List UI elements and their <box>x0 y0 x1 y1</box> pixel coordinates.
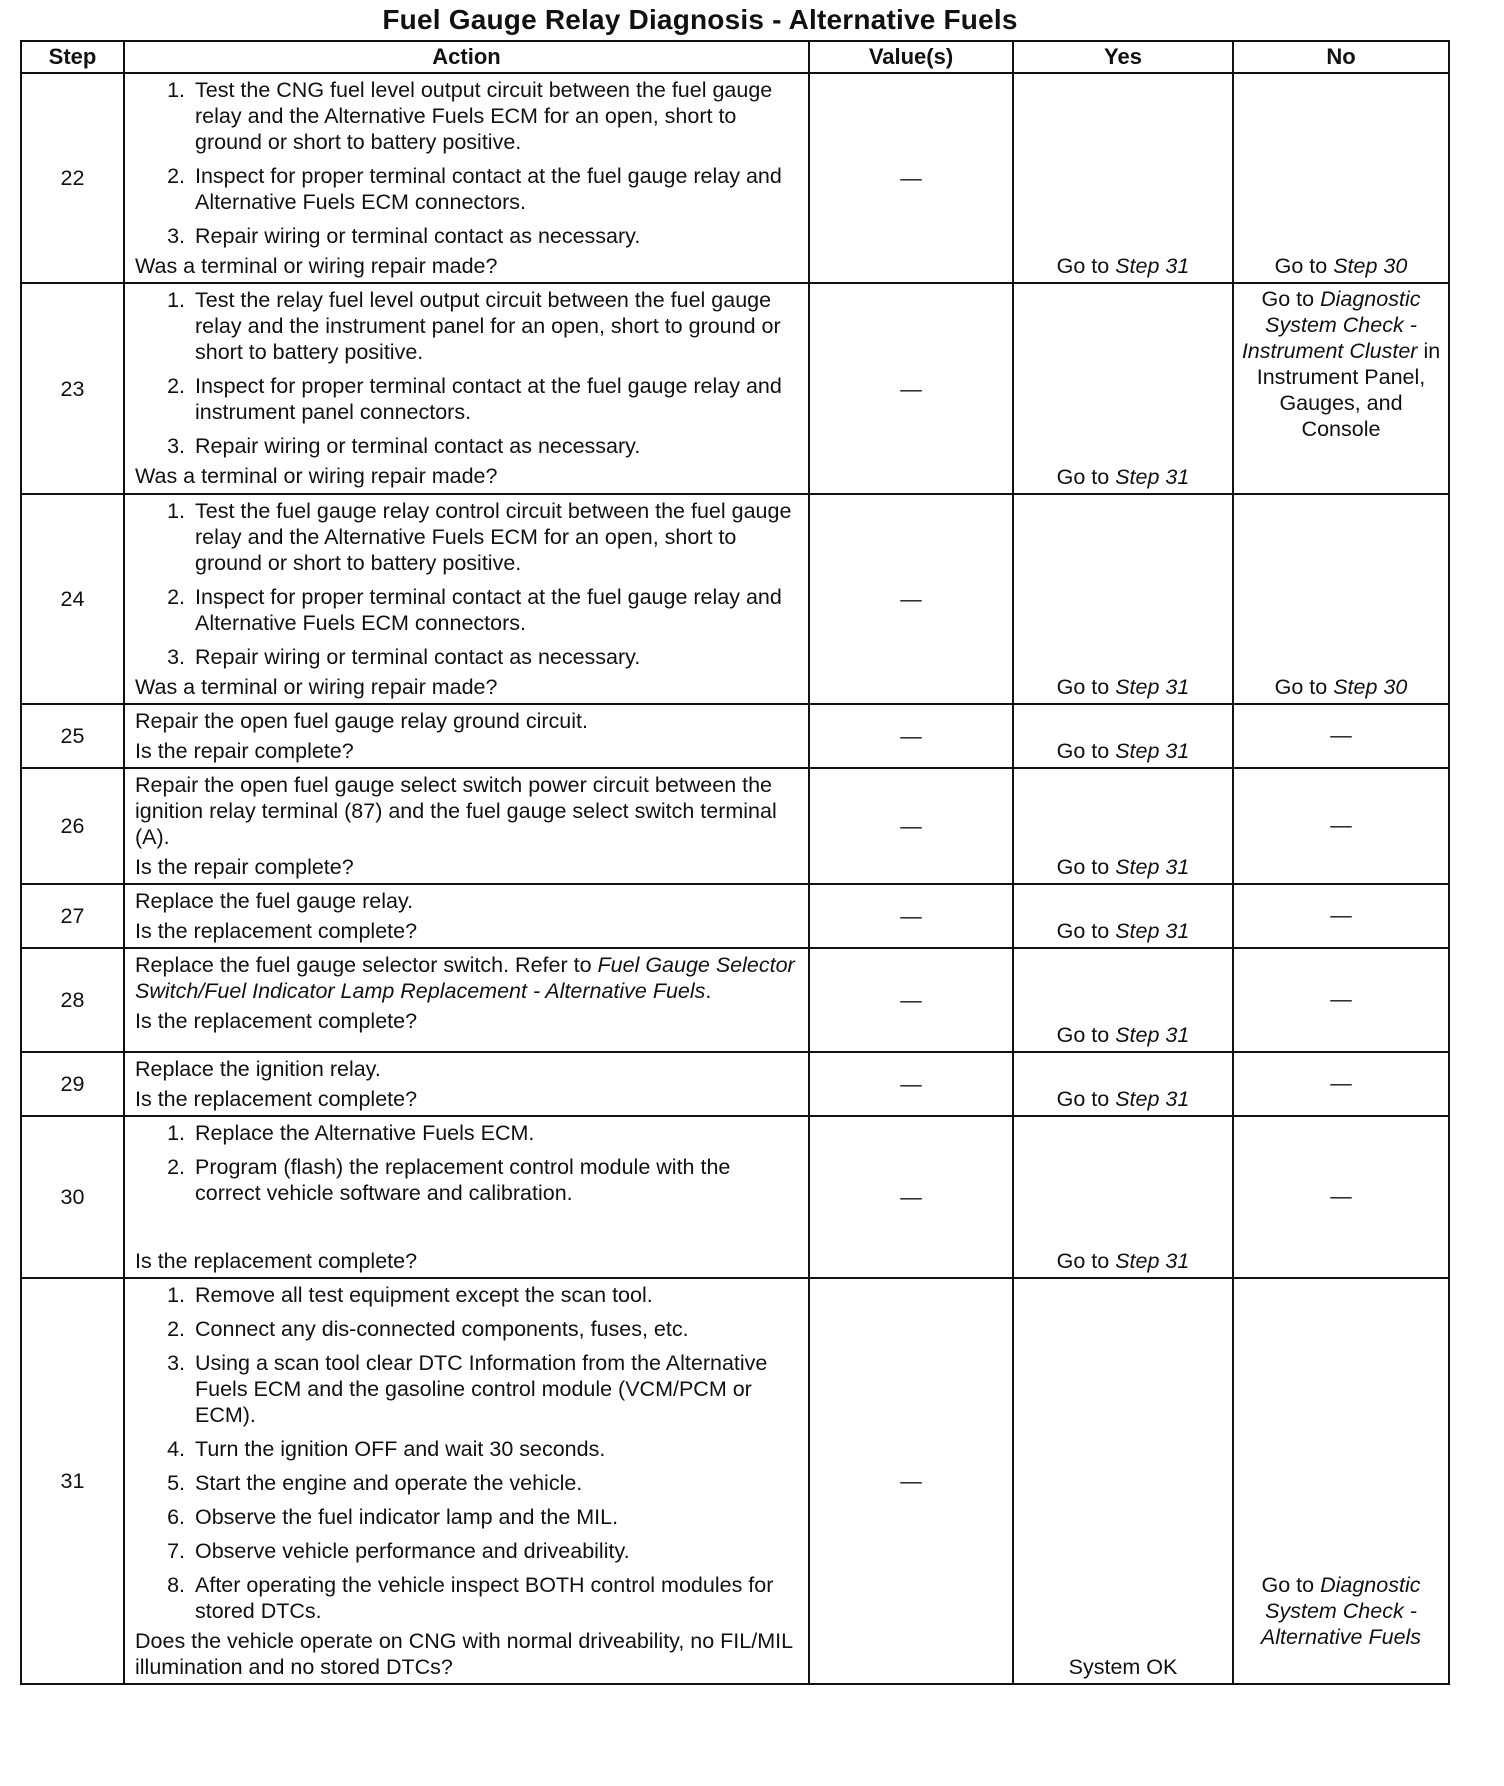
action-cell <box>124 283 809 494</box>
table-row-31 <box>21 1278 1449 1684</box>
question: Is the replacement complete? <box>135 1009 418 1033</box>
step-number: 23 <box>21 283 124 494</box>
step-number: 27 <box>21 884 124 948</box>
step-number: 28 <box>21 948 124 1052</box>
yes-cell: Go to Step 31 <box>1013 1116 1233 1278</box>
question: Was a terminal or wiring repair made? <box>135 675 498 699</box>
action-cell <box>124 1052 809 1116</box>
list-item: 1. Test the relay fuel level output circuit between the fuel gauge relay and the instrument panel for an open, short to ground or short to battery positive. <box>167 288 781 364</box>
step-link[interactable]: Step 31 <box>1115 1023 1190 1047</box>
step-link[interactable]: Step 31 <box>1115 855 1190 879</box>
list-item: 3. Repair wiring or terminal contact as necessary. <box>167 434 641 458</box>
value-cell: — <box>809 884 1013 948</box>
list-item: 3. Repair wiring or terminal contact as necessary. <box>167 645 641 669</box>
table-row-25 <box>21 704 1449 768</box>
yes-cell: Go to Step 31 <box>1013 768 1233 884</box>
list-item: 2. Inspect for proper terminal contact at the fuel gauge relay and Alternative Fuels ECM connectors. <box>167 164 782 214</box>
list-item: 3. Repair wiring or terminal contact as necessary. <box>167 224 641 248</box>
value-cell: — <box>809 948 1013 1052</box>
no-cell: — <box>1233 704 1449 768</box>
no-cell: — <box>1233 884 1449 948</box>
table-row-29 <box>21 1052 1449 1116</box>
list-item: 4. Turn the ignition OFF and wait 30 seconds. <box>167 1437 606 1461</box>
action-cell <box>124 768 809 884</box>
list-item: 1. Test the fuel gauge relay control circuit between the fuel gauge relay and the Alternative Fuels ECM for an open, short to ground or short to battery positive. <box>167 499 792 575</box>
no-cell: — <box>1233 768 1449 884</box>
action-text: Replace the fuel gauge selector switch. Refer to Fuel Gauge Selector Switch/Fuel Indicator Lamp Replacement - Alternative Fuels. <box>135 953 795 1003</box>
table-row-23 <box>21 283 1449 494</box>
list-item: 2. Inspect for proper terminal contact at the fuel gauge relay and instrument panel connectors. <box>167 374 782 424</box>
yes-cell: Go to Step 31 <box>1013 704 1233 768</box>
list-item: 2. Inspect for proper terminal contact at the fuel gauge relay and Alternative Fuels ECM connectors. <box>167 585 782 635</box>
list-item: 8. After operating the vehicle inspect BOTH control modules for stored DTCs. <box>167 1573 774 1623</box>
table-row-26 <box>21 768 1449 884</box>
yes-cell: Go to Step 31 <box>1013 283 1233 494</box>
table-row-24 <box>21 494 1449 704</box>
question: Is the repair complete? <box>135 739 354 763</box>
question: Does the vehicle operate on CNG with normal driveability, no FIL/MIL illumination and no stored DTCs? <box>135 1629 793 1679</box>
table-row-27 <box>21 884 1449 948</box>
action-text: Repair the open fuel gauge select switch power circuit between the ignition relay terminal (87) and the fuel gauge select switch terminal (A). <box>135 773 777 849</box>
table-row-22 <box>21 73 1449 283</box>
list-item: 3. Using a scan tool clear DTC Information from the Alternative Fuels ECM and the gasoline control module (VCM/PCM or ECM). <box>167 1351 768 1427</box>
yes-cell: Go to Step 31 <box>1013 1052 1233 1116</box>
action-cell <box>124 884 809 948</box>
action-cell <box>124 704 809 768</box>
yes-cell: Go to Step 31 <box>1013 73 1233 283</box>
action-cell <box>124 494 809 704</box>
question: Was a terminal or wiring repair made? <box>135 254 498 278</box>
header-no: No <box>1233 41 1449 73</box>
step-number: 29 <box>21 1052 124 1116</box>
action-cell <box>124 73 809 283</box>
no-cell: — <box>1233 948 1449 1052</box>
page-title: Fuel Gauge Relay Diagnosis - Alternative Fuels <box>382 4 1018 35</box>
yes-cell <box>1013 1278 1233 1684</box>
step-link[interactable]: Step 31 <box>1115 465 1190 489</box>
step-number: 26 <box>21 768 124 884</box>
step-number: 25 <box>21 704 124 768</box>
step-link[interactable]: Step 31 <box>1115 739 1190 763</box>
step-number: 31 <box>21 1278 124 1684</box>
list-item: 6. Observe the fuel indicator lamp and the MIL. <box>167 1505 619 1529</box>
diagnostic-link[interactable]: Diagnostic System Check - Alternative Fuels <box>1260 1573 1422 1649</box>
header-yes: Yes <box>1013 41 1233 73</box>
action-cell <box>124 948 809 1052</box>
action-cell <box>124 1278 809 1684</box>
table-row-28 <box>21 948 1449 1052</box>
no-cell: Go to Diagnostic System Check - Alternative Fuels <box>1233 1278 1449 1684</box>
action-cell <box>124 1116 809 1278</box>
list-item: 1. Remove all test equipment except the scan tool. <box>167 1283 653 1307</box>
header-action: Action <box>124 41 809 73</box>
list-item: 7. Observe vehicle performance and driveability. <box>167 1539 630 1563</box>
list-item: 2. Program (flash) the replacement control module with the correct vehicle software and calibration. <box>167 1155 731 1205</box>
yes-cell: Go to Step 31 <box>1013 884 1233 948</box>
no-cell: — <box>1233 1052 1449 1116</box>
system-ok-label: System OK <box>1068 1655 1178 1679</box>
question: Is the replacement complete? <box>135 919 418 943</box>
action-text: Repair the open fuel gauge relay ground circuit. <box>135 709 588 733</box>
value-cell: — <box>809 73 1013 283</box>
table-row-30 <box>21 1116 1449 1278</box>
list-item: 1. Test the CNG fuel level output circuit between the fuel gauge relay and the Alternative Fuels ECM for an open, short to ground or short to battery positive. <box>167 78 773 154</box>
value-cell: — <box>809 494 1013 704</box>
question: Is the replacement complete? <box>135 1249 418 1273</box>
yes-cell: Go to Step 31 <box>1013 948 1233 1052</box>
reference-link[interactable]: Fuel Gauge Selector Switch/Fuel Indicator Lamp Replacement - Alternative Fuels <box>135 953 795 1003</box>
value-cell: — <box>809 704 1013 768</box>
no-cell: — <box>1233 1116 1449 1278</box>
list-item: 1. Replace the Alternative Fuels ECM. <box>167 1121 535 1145</box>
action-text: Replace the fuel gauge relay. <box>135 889 414 913</box>
step-link[interactable]: Step 31 <box>1115 254 1190 278</box>
question: Is the repair complete? <box>135 855 354 879</box>
step-link[interactable]: Step 31 <box>1115 919 1190 943</box>
value-cell: — <box>809 1116 1013 1278</box>
step-link[interactable]: Step 31 <box>1115 1249 1190 1273</box>
step-number: 24 <box>21 494 124 704</box>
step-number: 30 <box>21 1116 124 1278</box>
header-step: Step <box>21 41 124 73</box>
question: Is the replacement complete? <box>135 1087 418 1111</box>
question: Was a terminal or wiring repair made? <box>135 464 498 488</box>
step-link[interactable]: Step 31 <box>1115 1087 1190 1111</box>
no-cell: Go to Diagnostic System Check - Instrument Cluster in Instrument Panel, Gauges, and Console <box>1233 283 1449 494</box>
list-item: 2. Connect any dis-connected components, fuses, etc. <box>167 1317 689 1341</box>
yes-cell: Go to Step 31 <box>1013 494 1233 704</box>
header-values: Value(s) <box>809 41 1013 73</box>
value-cell: — <box>809 1052 1013 1116</box>
value-cell: — <box>809 283 1013 494</box>
no-cell: Go to Step 30 <box>1233 73 1449 283</box>
step-link[interactable]: Step 30 <box>1333 675 1408 699</box>
diagnosis-table <box>20 40 1450 1685</box>
action-text: Replace the ignition relay. <box>135 1057 381 1081</box>
no-cell: Go to Step 30 <box>1233 494 1449 704</box>
diagnostic-link[interactable]: Diagnostic System Check - Instrument Cluster <box>1241 287 1421 363</box>
value-cell: — <box>809 768 1013 884</box>
step-link[interactable]: Step 31 <box>1115 675 1190 699</box>
step-number: 22 <box>21 73 124 283</box>
header-row <box>21 41 1449 73</box>
value-cell: — <box>809 1278 1013 1684</box>
list-item: 5. Start the engine and operate the vehicle. <box>167 1471 583 1495</box>
step-link[interactable]: Step 30 <box>1333 254 1408 278</box>
